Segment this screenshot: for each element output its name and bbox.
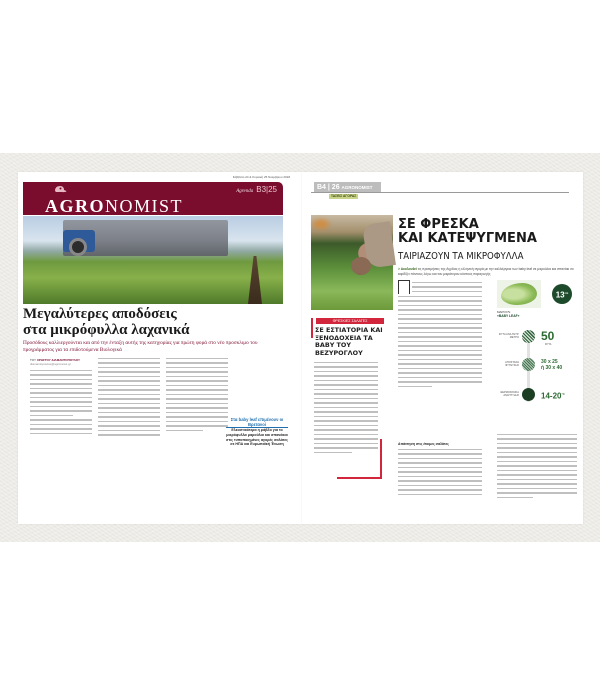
hand-lettuce-photo	[311, 215, 393, 310]
height-badge: $13^{cm}$	[552, 284, 572, 304]
variety-label: ΜΑΡΟΥΛΙ «BABY LEAF»	[497, 310, 520, 318]
subsection-heading: Απάντηση στις έτοιμες σαλάτες	[398, 442, 449, 446]
sidebar-tag: ΦΡΕΣΚΙΕΣ ΣΑΛΑΤΕΣ	[316, 318, 384, 324]
body-column-3	[166, 358, 228, 434]
article-deck: Προσόδους καλλιεργούνται και από την ένταξη αυτής της κατηγορίας για πρώτη φορά στο νέο προσκλιμο του προγράμματος για τα επιδοτούμενα Βιολογικά	[23, 340, 258, 353]
info-row-temperature: ΘΕΡΜΟΚΡΑΣΙΑ ΑΝΑΠΤΥΞΗΣ $14-20^{^\circ C}$	[497, 388, 577, 402]
body-column-d	[497, 434, 577, 501]
body-column-2	[98, 358, 160, 439]
article-headline: Μεγαλύτερες αποδόσεις στα μικρόφυλλα λαχανικά	[23, 306, 190, 338]
masthead-title: AGRONOMIST	[45, 196, 184, 216]
body-column-c	[398, 449, 482, 498]
info-row-spacing: ΑΠΟΣΤΑΣΗ ΦΥΤΕΥΣΗΣ 30 x 25 ή 30 x 40	[505, 359, 563, 371]
dateline: Σάββατο 24 & Κυριακή 25 Νοεμβρίου 2018	[232, 175, 290, 179]
sidebar-title: ΣΕ ΕΣΤΙΑΤΟΡΙΑ ΚΑΙ ΞΕΝΟΔΟΧΕΙΑ ΤΑ ΒΑΒΥ ΤΟΥ ΒΕΖΥΡΟΓΛΟΥ	[315, 326, 383, 357]
pull-quote: Στα baby leaf επιμένουν οι Βρετανοί Ελκυστικότερα η ράβδο για το μικρόφυλλα μαρούλια και σπανάκια στις τυποποιημένες αγορές σαλάτες σε ΗΠΑ και Ευρωπαϊκή Ένωση	[226, 417, 288, 447]
right-page	[302, 172, 583, 524]
striped-circle-icon	[522, 330, 535, 343]
article-headline: ΣΕ ΦΡΕΣΚΑ ΚΑΙ ΚΑΤΕΨΥΓΜΕΝΑ	[398, 217, 537, 246]
section-subtitle: ΤΑΣΕΙΣ ΑΓΟΡΑΣ	[331, 194, 357, 198]
solid-circle-icon	[522, 388, 535, 401]
checkered-circle-icon	[522, 358, 535, 371]
lettuce-illustration	[497, 280, 541, 308]
byline: ΤΟΥ ΧΡΗΣΤΟΥ ΔΙΑΜΑΝΤΟΠΟΥΛΟΥ diamantopoulos@agronews.gr	[30, 358, 80, 366]
body-column-a	[412, 282, 482, 295]
section-tab: B4 | 26 AGRONOMIST	[314, 182, 381, 193]
drop-cap	[398, 280, 410, 294]
body-column-b	[398, 296, 482, 390]
sidebar-red-corner	[337, 439, 382, 479]
page-number: Agrenda B3|25	[236, 185, 277, 194]
farmer-cap-icon	[53, 185, 67, 194]
harvester-photo	[23, 216, 283, 304]
info-row-density: ΦΥΤΑ ΑΝΑ ΤΕΤΡ. ΜΕΤΡΟ 50 ΦΥΤΑ	[498, 329, 555, 346]
article-subhead: ΤΑΙΡΙΑΖΟΥΝ ΤΑ ΜΙΚΡΟΦΥΛΛΑ	[398, 251, 524, 262]
masthead	[23, 182, 283, 215]
body-column-1	[30, 370, 92, 437]
section-rule	[311, 192, 569, 193]
infographic	[497, 280, 577, 430]
article-lede: > Ακολουθεί τις προτιμήσεις της Αγγλίας η ελληνική αγορά με την καλλιέργεια των baby leaf σε μαρούλια και σπανάκι να καρδίζει πόντους λόγω και του μικρότερου κόστους παραγωγής	[398, 267, 574, 276]
left-page	[18, 172, 302, 524]
